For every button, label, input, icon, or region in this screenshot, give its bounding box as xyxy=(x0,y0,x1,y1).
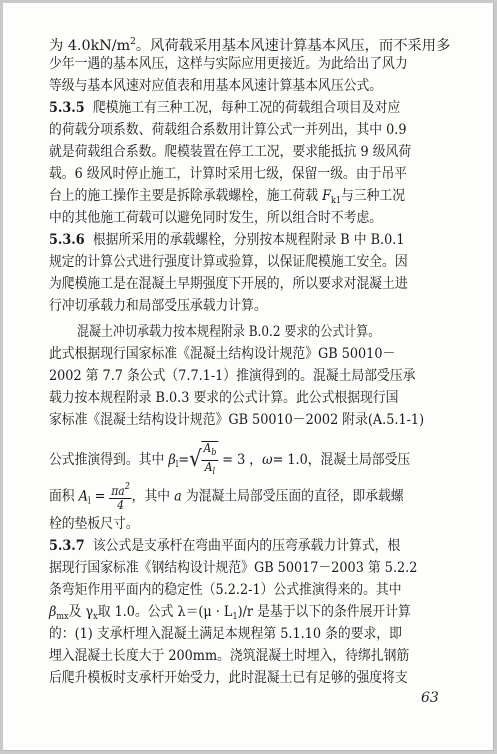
section-number: 5.3.7 xyxy=(49,538,85,554)
text-line-16: 2002 第 7.7 条公式（7.7.1-1）推演得到的。混凝土局部受压承 xyxy=(49,368,416,384)
text-line-6: 就是荷载组合系数。爬模装置在停工工况，要求能抵抗 9 级风荷 xyxy=(49,144,412,160)
section-5-3-5: 5.3.5 爬模施工有三种工况，每种工况的荷载组合项目及对应 xyxy=(49,100,401,116)
section-number: 5.3.5 xyxy=(49,100,85,116)
text-line-27: 埋入混凝土长度大于 200mm。浇筑混凝土时埋入，待绑扎钢筋 xyxy=(49,648,410,664)
text-line-12: 为爬模施工是在混凝土早期强度下开展的，所以要求对混凝土进 xyxy=(49,276,408,292)
text-line-18: 家标准《混凝土结构设计规范》GB 50010－2002 附录(A.5.1-1) xyxy=(49,412,425,428)
formula-line-beta: 公式推演得到。其中 $\beta_l=√$ $\frac{A_b}{A_l}$ = 3 ，ω= 1.0，混凝土局部受压 xyxy=(49,441,411,477)
text-line-15: 此式根据现行国家标准《混凝土结构设计规范》GB 50010－ xyxy=(49,346,396,362)
page-number: 63 xyxy=(421,690,439,706)
text-line-11: 规定的计算公式进行强度计算或验算，以保证爬模施工安全。因 xyxy=(49,254,408,270)
text-line-8: 台上的施工操作主要是拆除承载螺栓，施工荷载 $F_{k1}$与三种工况 xyxy=(49,188,406,206)
text-line-9: 中的其他施工荷载可以避免同时发生，所以组合时不考虑。 xyxy=(49,210,383,226)
text-line-5: 的荷载分项系数、荷载组合系数用计算公式一并列出，其中 0.9 xyxy=(49,122,407,138)
text-line-7: 载。6 级风时停止施工，计算时采用七级，保留一级。由于吊平 xyxy=(49,166,408,182)
text-line-23: 据现行国家标准《钢结构设计规范》GB 50017－2003 第 5.2.2 xyxy=(49,560,418,576)
text-line-26: 的：(1) 支承杆埋入混凝土满足本规程第 5.1.10 条的要求，即 xyxy=(49,626,402,642)
document-page xyxy=(3,3,494,751)
text-line-17: 载力按本规程附录 B.0.3 要求的公式计算。此公式根据现行国 xyxy=(49,390,399,406)
text-line-2: 少年一遇的基本风压，这样与实际应用更接近。为此给出了风力 xyxy=(49,56,408,72)
text-line-13: 行冲切承载力和局部受压承载力计算。 xyxy=(49,298,267,314)
text-line-1: 为 $4.0kN/m^2$。风荷载采用基本风速计算基本风压，而不采用多 xyxy=(49,37,451,54)
text-line-21: 栓的垫板尺寸。 xyxy=(49,516,139,532)
text-line-3: 等级与基本风速对应值表和用基本风速计算基本风压公式。 xyxy=(49,78,383,94)
text-line-14: 混凝土冲切承载力按本规程附录 B.0.2 要求的公式计算。 xyxy=(77,324,381,340)
formula-line-area: 面积 $A_l$ = $\frac{\pi a^2}{4}$ ，其中 a 为混凝土局部受压面的直径，即承载螺 xyxy=(49,482,404,512)
section-5-3-7: 5.3.7 该公式是支承杆在弯曲平面内的压弯承载力计算式，根 xyxy=(49,538,401,554)
section-number: 5.3.6 xyxy=(49,232,85,248)
text-line-28: 后爬升模板时支承杆开始受力，此时混凝土已有足够的强度将支 xyxy=(49,670,408,686)
text-line-24: 条弯矩作用平面内的稳定性（5.2.2-1）公式推演得来的。其中 xyxy=(49,582,402,598)
sqrt-expression: √ $\frac{A_b}{A_l}$ xyxy=(189,441,217,477)
area-fraction: $\frac{\pi a^2}{4}$ xyxy=(111,482,130,512)
section-5-3-6: 5.3.6 根据所采用的承载螺栓，分别按本规程附录 B 中 B.0.1 xyxy=(49,232,405,248)
text-line-25: $\beta_{mx}$及 $\gamma_x$取 1.0。公式 $\lambda=(\mu \cdot L_1)/r$ 是基于以下的条件展开计算 xyxy=(49,604,411,622)
